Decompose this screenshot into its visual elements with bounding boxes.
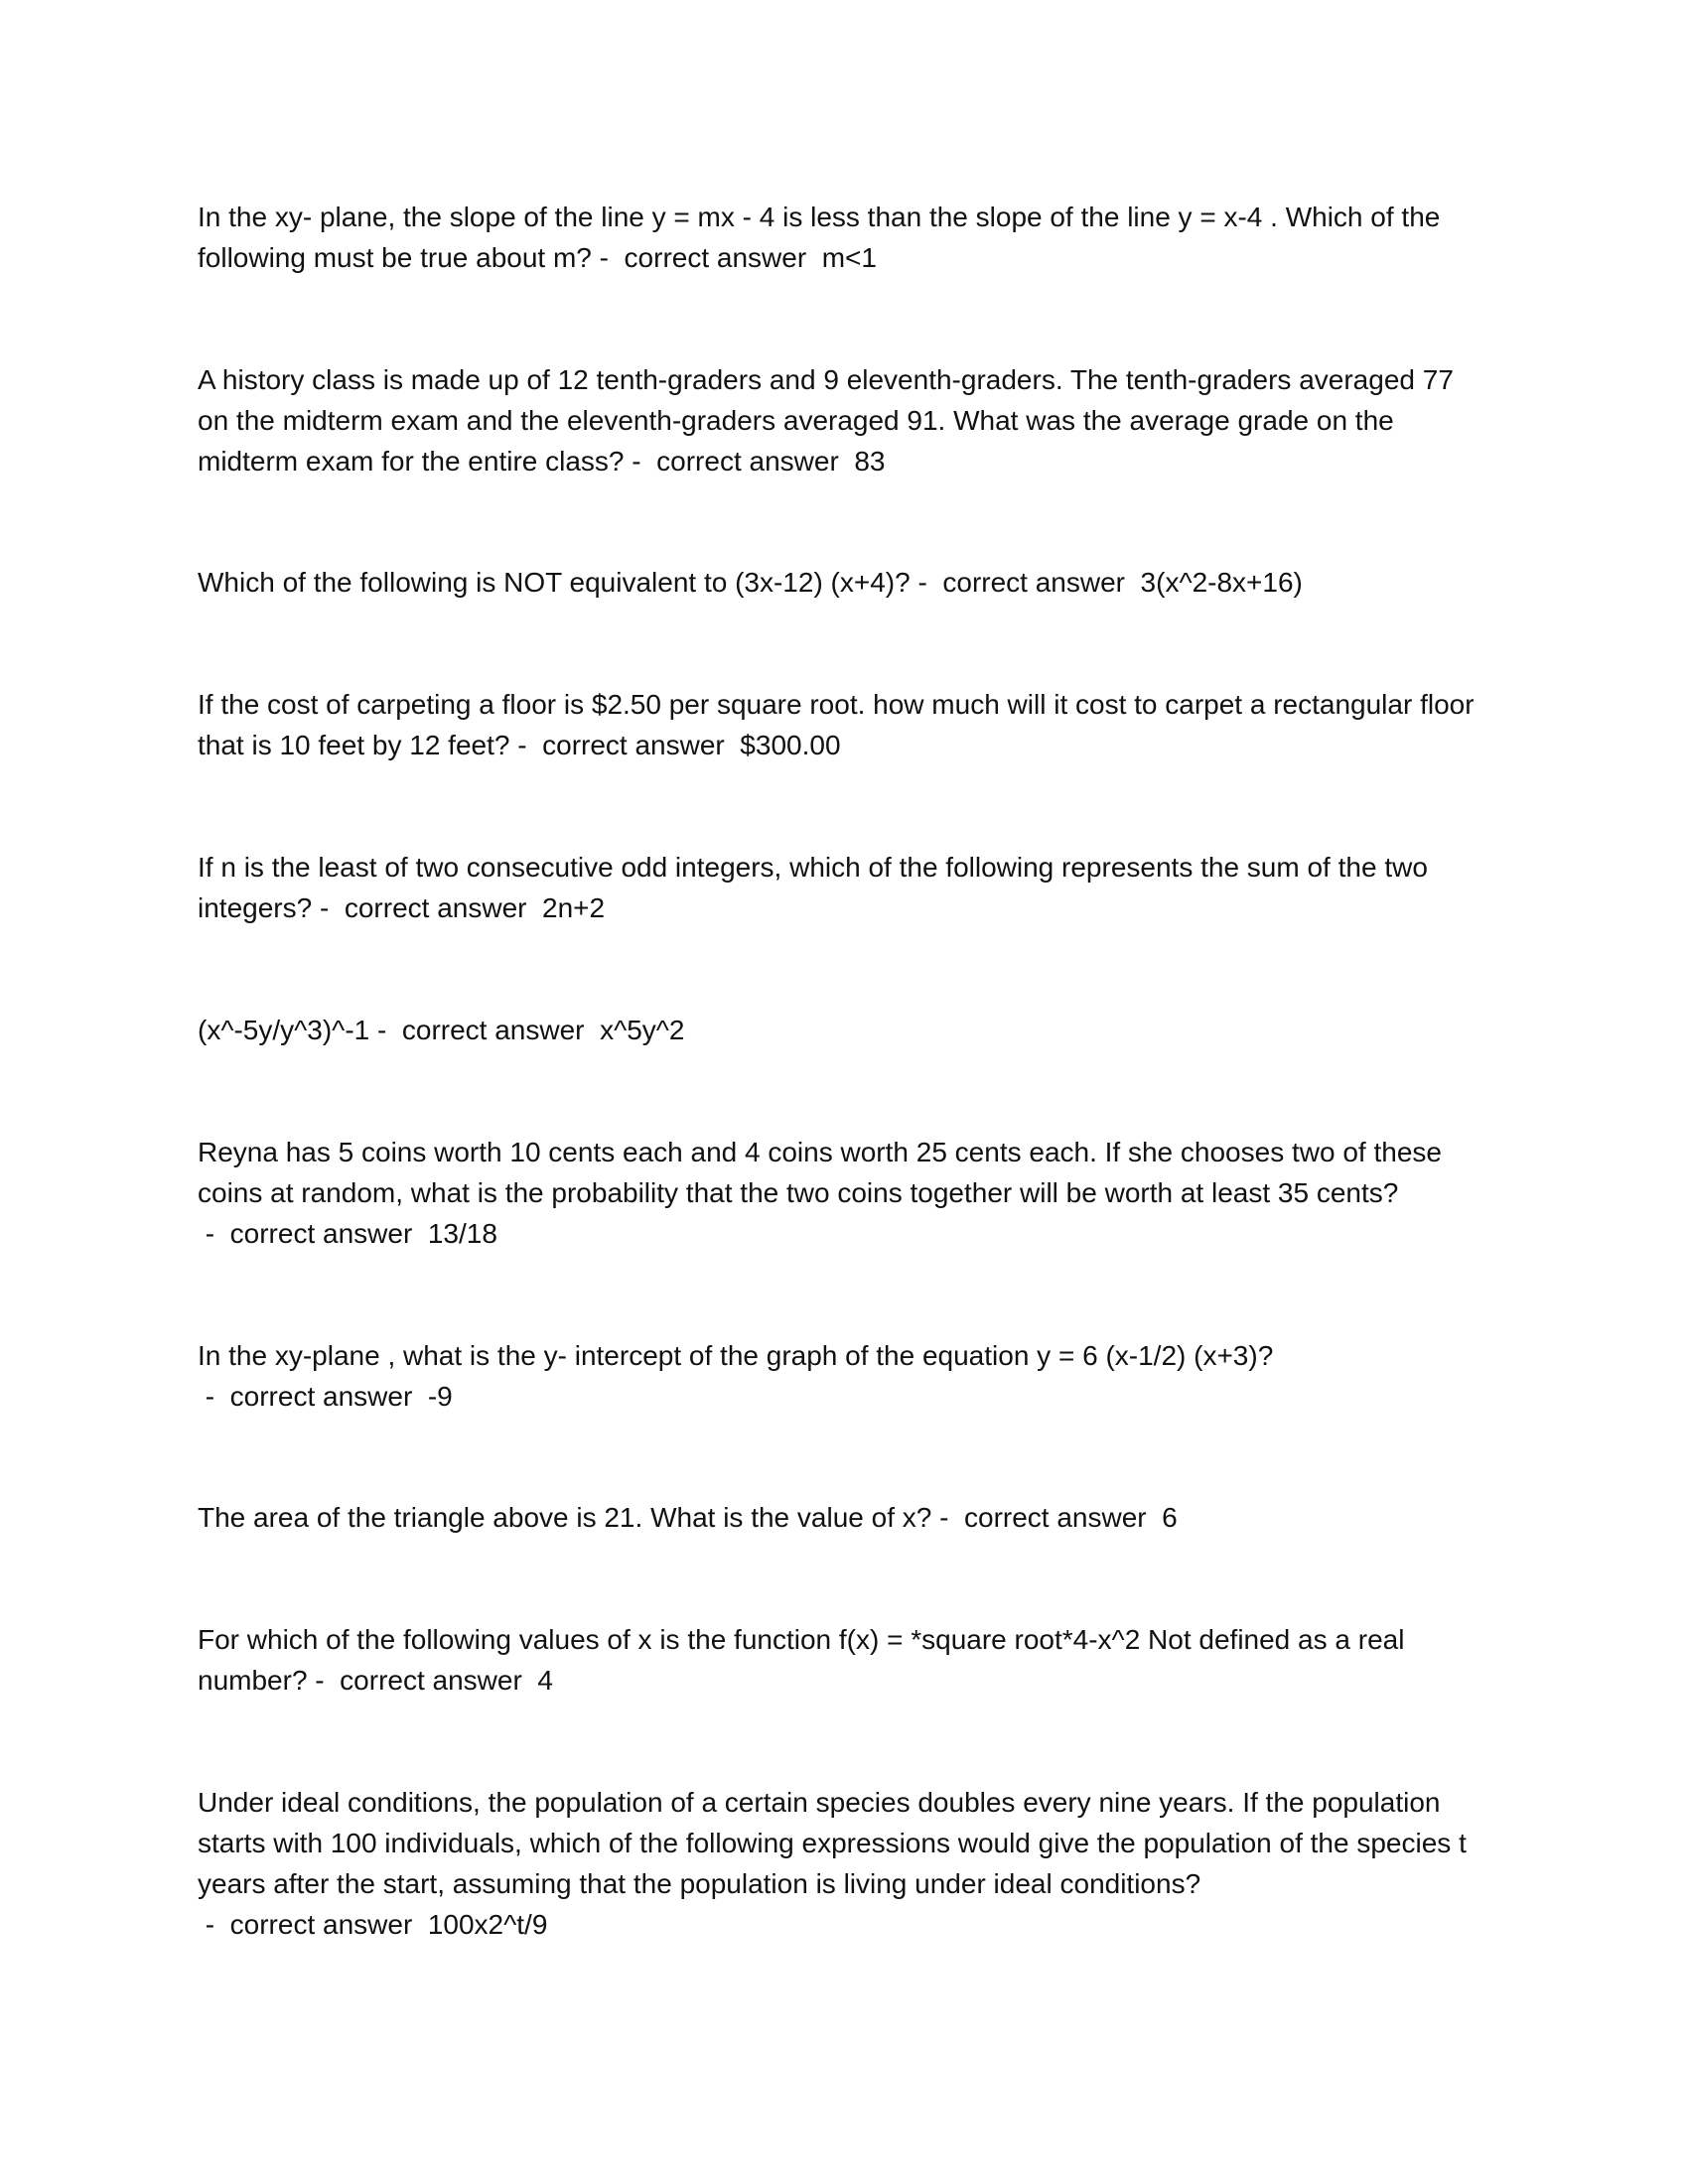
answer-text: 13/18 bbox=[427, 1218, 497, 1249]
question-text: (x^-5y/y^3)^-1 bbox=[198, 1015, 370, 1045]
answer-text: m<1 bbox=[821, 242, 877, 273]
qa-item-4 bbox=[198, 684, 1488, 765]
answer-separator: - correct answer bbox=[624, 446, 855, 477]
question-text: For which of the following values of x is the function f(x) = *square root*4-x^2 Not defined as a real number? bbox=[198, 1624, 1405, 1696]
qa-item-7 bbox=[198, 1132, 1488, 1254]
answer-text: 83 bbox=[854, 446, 886, 477]
question-text: If the cost of carpeting a floor is $2.50 per square root. how much will it cost to carpet a rectangular floor that is 10 feet by 12 feet? bbox=[198, 689, 1475, 760]
answer-separator: - correct answer bbox=[307, 1665, 538, 1696]
qa-item-1 bbox=[198, 197, 1488, 278]
answer-separator: - correct answer bbox=[931, 1502, 1163, 1533]
answer-text: 2n+2 bbox=[542, 892, 606, 923]
answer-separator: - correct answer bbox=[198, 1909, 428, 1940]
question-text: If n is the least of two consecutive odd integers, which of the following represents the sum of the two integers? bbox=[198, 852, 1428, 923]
answer-text: 3(x^2-8x+16) bbox=[1140, 567, 1303, 598]
answer-separator: - correct answer bbox=[369, 1015, 601, 1045]
question-text: In the xy- plane, the slope of the line y = mx - 4 is less than the slope of the line y = x-4 . Which of the following must be true about m? bbox=[198, 202, 1441, 273]
answer-text: x^5y^2 bbox=[600, 1015, 685, 1045]
qa-item-6 bbox=[198, 1010, 1488, 1050]
qa-item-5 bbox=[198, 847, 1488, 928]
answer-separator: - correct answer bbox=[198, 1381, 428, 1412]
answer-text: 100x2^t/9 bbox=[427, 1909, 548, 1940]
answer-separator: - correct answer bbox=[312, 892, 543, 923]
answer-text: 4 bbox=[537, 1665, 553, 1696]
question-text: In the xy-plane , what is the y- intercept of the graph of the equation y = 6 (x-1/2) (x+3)? bbox=[198, 1340, 1274, 1371]
question-text: The area of the triangle above is 21. What is the value of x? bbox=[198, 1502, 932, 1533]
qa-item-3 bbox=[198, 562, 1488, 603]
question-text: Reyna has 5 coins worth 10 cents each and 4 coins worth 25 cents each. If she chooses two of these coins at random, what is the probability that the two coins together will be worth at least 35 cents? bbox=[198, 1137, 1442, 1208]
question-text: A history class is made up of 12 tenth-graders and 9 eleventh-graders. The tenth-graders averaged 77 on the midterm exam and the eleventh-graders averaged 91. What was the average grade on the midterm exam for the entire class? bbox=[198, 364, 1454, 477]
qa-item-2 bbox=[198, 359, 1488, 481]
question-text: Which of the following is NOT equivalent to (3x-12) (x+4)? bbox=[198, 567, 911, 598]
answer-separator: - correct answer bbox=[198, 1218, 428, 1249]
qa-item-11 bbox=[198, 1782, 1488, 1945]
answer-separator: - correct answer bbox=[509, 730, 741, 760]
answer-separator: - correct answer bbox=[591, 242, 822, 273]
answer-text: -9 bbox=[427, 1381, 453, 1412]
answer-text: $300.00 bbox=[740, 730, 841, 760]
qa-item-8 bbox=[198, 1335, 1488, 1417]
qa-item-9 bbox=[198, 1497, 1488, 1538]
question-text: Under ideal conditions, the population of a certain species doubles every nine years. If the population starts with 100 individuals, which of the following expressions would give the population of the species t years after the start, assuming that the population is living under ideal conditions? bbox=[198, 1787, 1467, 1899]
answer-text: 6 bbox=[1162, 1502, 1178, 1533]
answer-separator: - correct answer bbox=[910, 567, 1141, 598]
qa-item-10 bbox=[198, 1619, 1488, 1701]
